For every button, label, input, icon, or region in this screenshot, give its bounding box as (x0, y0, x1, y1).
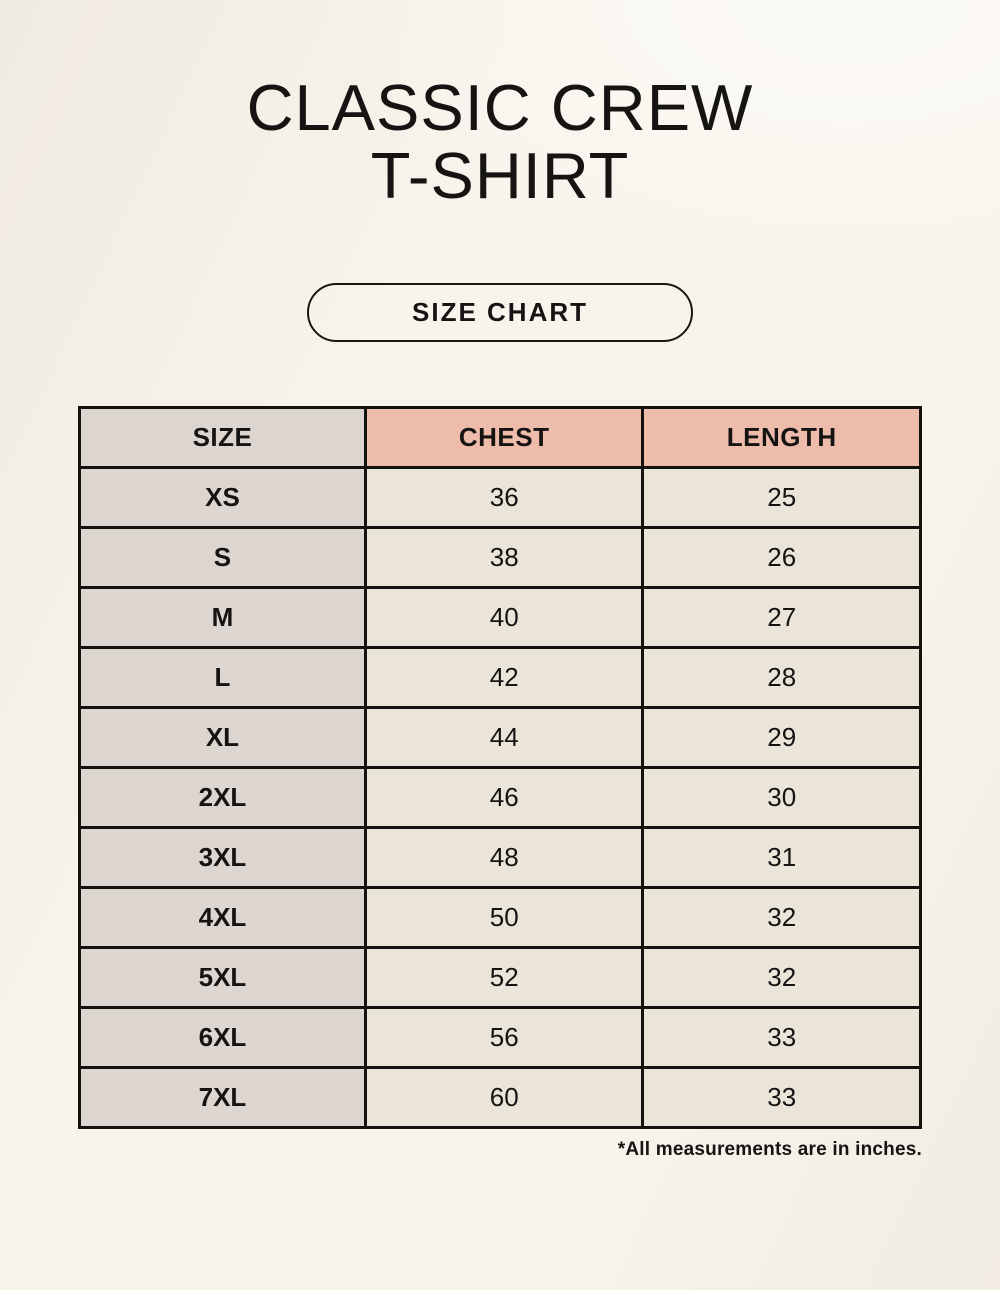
size-cell: 3XL (80, 827, 366, 887)
page-title-line1: CLASSIC CREW (246, 71, 754, 144)
size-cell: 6XL (80, 1007, 366, 1067)
size-cell: M (80, 587, 366, 647)
table-row (80, 947, 921, 1007)
length-cell: 30 (643, 767, 921, 827)
length-cell: 29 (643, 707, 921, 767)
page-title-line2: T-SHIRT (370, 139, 630, 213)
size-cell: 5XL (80, 947, 366, 1007)
chest-cell: 60 (365, 1067, 643, 1127)
header-row (80, 407, 921, 467)
length-cell: 27 (643, 587, 921, 647)
size-cell: 2XL (80, 767, 366, 827)
size-chart-button[interactable]: SIZE CHART (307, 283, 693, 342)
chest-cell: 38 (365, 527, 643, 587)
size-cell: 7XL (80, 1067, 366, 1127)
chest-cell: 50 (365, 887, 643, 947)
size-chart-table-wrap (78, 406, 922, 1129)
table-row (80, 827, 921, 887)
table-row (80, 1067, 921, 1127)
column-header-length: LENGTH (643, 407, 921, 467)
table-row (80, 587, 921, 647)
table-row (80, 767, 921, 827)
chest-cell: 56 (365, 1007, 643, 1067)
table-row (80, 647, 921, 707)
length-cell: 33 (643, 1067, 921, 1127)
table-row (80, 1007, 921, 1067)
table-row (80, 467, 921, 527)
size-chart-table (78, 406, 922, 1129)
table-row (80, 707, 921, 767)
size-cell: XS (80, 467, 366, 527)
length-cell: 26 (643, 527, 921, 587)
measurements-note: *All measurements are in inches. (617, 1138, 922, 1160)
length-cell: 33 (643, 1007, 921, 1067)
length-cell: 32 (643, 887, 921, 947)
chest-cell: 42 (365, 647, 643, 707)
length-cell: 32 (643, 947, 921, 1007)
length-cell: 28 (643, 647, 921, 707)
chest-cell: 46 (365, 767, 643, 827)
length-cell: 31 (643, 827, 921, 887)
chest-cell: 36 (365, 467, 643, 527)
size-cell: 4XL (80, 887, 366, 947)
size-cell: L (80, 647, 366, 707)
column-header-size: SIZE (80, 407, 366, 467)
chest-cell: 44 (365, 707, 643, 767)
length-cell: 25 (643, 467, 921, 527)
page-title (246, 71, 754, 213)
chest-cell: 48 (365, 827, 643, 887)
chest-cell: 40 (365, 587, 643, 647)
table-row (80, 887, 921, 947)
table-row (80, 527, 921, 587)
size-cell: XL (80, 707, 366, 767)
chest-cell: 52 (365, 947, 643, 1007)
column-header-chest: CHEST (365, 407, 643, 467)
size-cell: S (80, 527, 366, 587)
